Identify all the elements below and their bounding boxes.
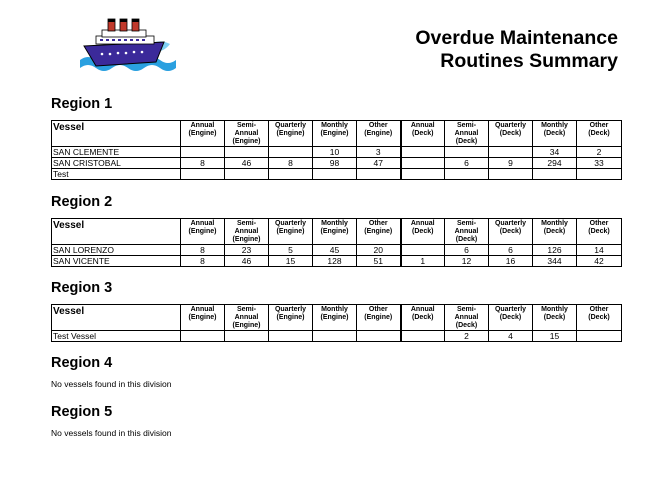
no-vessels-message: No vessels found in this division [51, 428, 172, 438]
overdue-count-cell: 6 [445, 158, 489, 169]
overdue-count-cell: 34 [533, 147, 577, 158]
region-title: Region 5 [51, 404, 113, 420]
overdue-count-cell [225, 169, 269, 180]
overdue-count-cell [401, 158, 445, 169]
overdue-count-cell [225, 331, 269, 342]
overdue-count-cell: 2 [445, 331, 489, 342]
overdue-count-cell [401, 245, 445, 256]
column-header: Annual (Engine) [181, 305, 225, 331]
overdue-count-cell [269, 331, 313, 342]
vessel-name-cell: Test Vessel [52, 331, 181, 342]
overdue-count-cell: 6 [445, 245, 489, 256]
region-section [51, 96, 623, 180]
table-row [52, 169, 622, 180]
overdue-count-cell: 8 [269, 158, 313, 169]
column-header: Other (Deck) [577, 305, 622, 331]
overdue-count-cell: 98 [313, 158, 357, 169]
overdue-count-cell [489, 169, 533, 180]
overdue-count-cell: 16 [489, 256, 533, 267]
column-header: Semi- Annual (Deck) [445, 121, 489, 147]
column-header: Annual (Deck) [401, 121, 445, 147]
column-header: Quarterly (Engine) [269, 219, 313, 245]
overdue-count-cell [401, 331, 445, 342]
overdue-count-cell [357, 331, 401, 342]
overdue-count-cell [181, 331, 225, 342]
overdue-count-cell [533, 169, 577, 180]
overdue-count-cell [313, 331, 357, 342]
overdue-count-cell: 126 [533, 245, 577, 256]
column-header: Monthly (Engine) [313, 305, 357, 331]
table-row [52, 256, 622, 267]
overdue-count-cell: 42 [577, 256, 622, 267]
column-header: Annual (Engine) [181, 219, 225, 245]
cruise-ship-logo-icon [78, 16, 178, 78]
table-header-row [52, 121, 622, 147]
column-header: Quarterly (Deck) [489, 305, 533, 331]
overdue-count-cell: 20 [357, 245, 401, 256]
overdue-count-cell: 46 [225, 158, 269, 169]
table-row [52, 331, 622, 342]
overdue-count-cell: 8 [181, 256, 225, 267]
overdue-count-cell [401, 169, 445, 180]
table-header-row [52, 219, 622, 245]
column-header: Monthly (Deck) [533, 305, 577, 331]
column-header: Semi- Annual (Engine) [225, 121, 269, 147]
vessel-name-cell: SAN LORENZO [52, 245, 181, 256]
vessel-name-cell: SAN CRISTOBAL [52, 158, 181, 169]
column-header: Annual (Deck) [401, 219, 445, 245]
region-section [51, 404, 623, 438]
overdue-count-cell: 46 [225, 256, 269, 267]
report-title-line-2: Routines Summary [440, 50, 618, 72]
region-title: Region 3 [51, 280, 113, 296]
overdue-count-cell: 294 [533, 158, 577, 169]
column-header: Monthly (Engine) [313, 219, 357, 245]
overdue-count-cell: 3 [357, 147, 401, 158]
column-header: Annual (Deck) [401, 305, 445, 331]
table-row [52, 245, 622, 256]
region-section [51, 355, 623, 389]
column-header: Monthly (Deck) [533, 121, 577, 147]
report-title-line-1: Overdue Maintenance [415, 27, 618, 49]
column-header: Semi- Annual (Deck) [445, 305, 489, 331]
region-section [51, 280, 623, 342]
overdue-count-cell: 5 [269, 245, 313, 256]
overdue-count-cell: 6 [489, 245, 533, 256]
overdue-count-cell: 128 [313, 256, 357, 267]
overdue-count-cell [181, 169, 225, 180]
overdue-count-cell: 9 [489, 158, 533, 169]
overdue-count-cell: 33 [577, 158, 622, 169]
overdue-count-cell [577, 169, 622, 180]
column-header: Semi- Annual (Engine) [225, 305, 269, 331]
overdue-count-cell: 4 [489, 331, 533, 342]
overdue-count-cell: 15 [533, 331, 577, 342]
overdue-routines-table [51, 218, 622, 267]
column-header: Quarterly (Deck) [489, 219, 533, 245]
overdue-count-cell [445, 147, 489, 158]
report-title [415, 27, 618, 73]
overdue-count-cell: 23 [225, 245, 269, 256]
column-header: Quarterly (Deck) [489, 121, 533, 147]
column-header: Other (Deck) [577, 219, 622, 245]
vessel-name-cell: SAN CLEMENTE [52, 147, 181, 158]
overdue-count-cell [269, 147, 313, 158]
overdue-count-cell: 15 [269, 256, 313, 267]
overdue-count-cell: 344 [533, 256, 577, 267]
column-header: Other (Engine) [357, 305, 401, 331]
column-header: Other (Engine) [357, 121, 401, 147]
overdue-count-cell [401, 147, 445, 158]
overdue-count-cell [489, 147, 533, 158]
overdue-count-cell [313, 169, 357, 180]
column-header: Other (Engine) [357, 219, 401, 245]
column-header: Semi- Annual (Deck) [445, 219, 489, 245]
column-header: Annual (Engine) [181, 121, 225, 147]
column-header: Other (Deck) [577, 121, 622, 147]
overdue-count-cell: 1 [401, 256, 445, 267]
column-header-vessel: Vessel [52, 121, 181, 147]
overdue-routines-table [51, 304, 622, 342]
table-row [52, 158, 622, 169]
overdue-count-cell: 47 [357, 158, 401, 169]
column-header: Semi- Annual (Engine) [225, 219, 269, 245]
column-header: Quarterly (Engine) [269, 121, 313, 147]
overdue-count-cell [181, 147, 225, 158]
region-title: Region 2 [51, 194, 113, 210]
overdue-routines-table [51, 120, 622, 180]
region-section [51, 194, 623, 267]
column-header-vessel: Vessel [52, 305, 181, 331]
overdue-count-cell: 8 [181, 245, 225, 256]
overdue-count-cell [577, 331, 622, 342]
region-title: Region 4 [51, 355, 113, 371]
overdue-count-cell: 51 [357, 256, 401, 267]
column-header-vessel: Vessel [52, 219, 181, 245]
column-header: Quarterly (Engine) [269, 305, 313, 331]
overdue-count-cell [357, 169, 401, 180]
table-row [52, 147, 622, 158]
overdue-count-cell: 10 [313, 147, 357, 158]
column-header: Monthly (Engine) [313, 121, 357, 147]
overdue-count-cell [445, 169, 489, 180]
overdue-count-cell: 14 [577, 245, 622, 256]
overdue-count-cell: 45 [313, 245, 357, 256]
overdue-count-cell [225, 147, 269, 158]
column-header: Monthly (Deck) [533, 219, 577, 245]
vessel-name-cell: SAN VICENTE [52, 256, 181, 267]
overdue-count-cell [269, 169, 313, 180]
no-vessels-message: No vessels found in this division [51, 379, 172, 389]
table-header-row [52, 305, 622, 331]
overdue-count-cell: 2 [577, 147, 622, 158]
region-title: Region 1 [51, 96, 113, 112]
overdue-count-cell: 12 [445, 256, 489, 267]
vessel-name-cell: Test [52, 169, 181, 180]
overdue-count-cell: 8 [181, 158, 225, 169]
